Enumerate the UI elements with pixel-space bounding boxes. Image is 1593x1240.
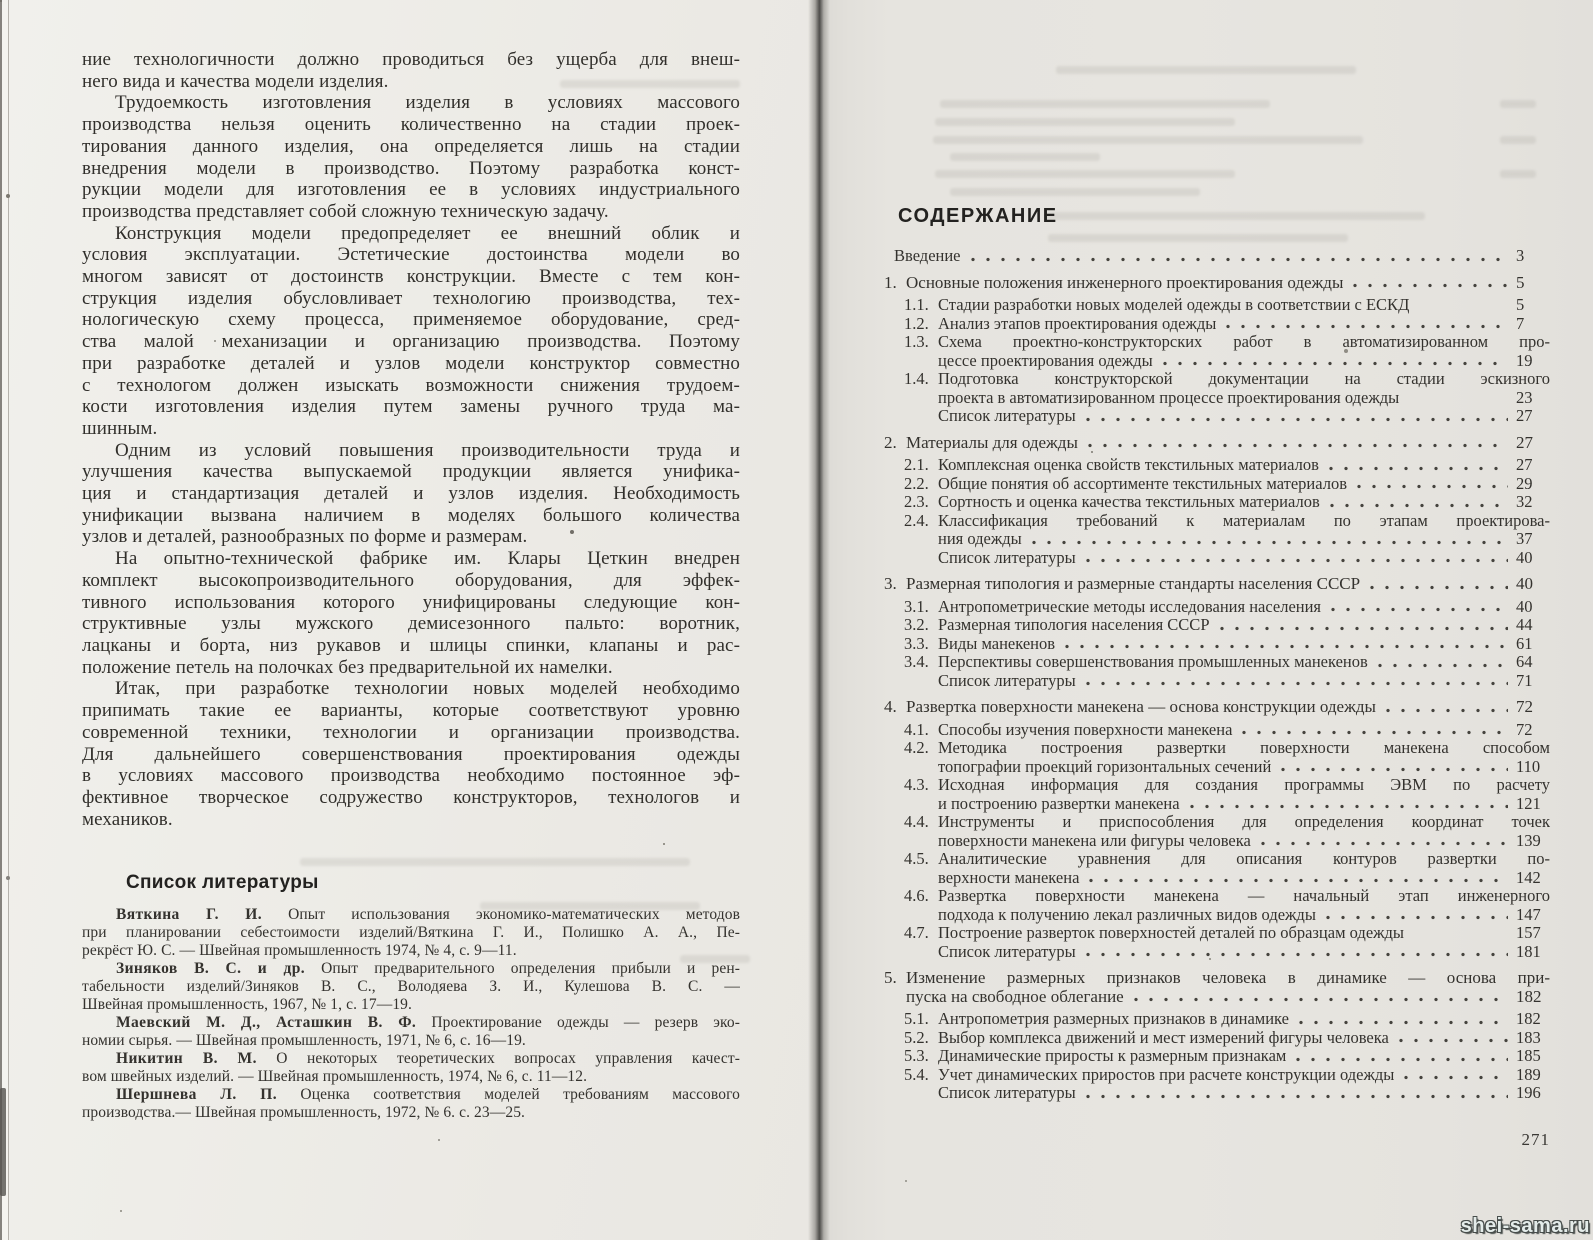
toc-entry-title: Сортность и оценка качества текстильных материалов xyxy=(938,492,1320,511)
body-line: тивного использования которого унифицированы следующие кон- xyxy=(82,591,740,613)
toc-entry-page: 5 xyxy=(1516,272,1525,292)
body-line: него вида и качества модели изделия. xyxy=(82,70,389,92)
toc-entry xyxy=(884,247,1550,266)
toc-entry-page: 196 xyxy=(1516,1083,1541,1102)
toc-line: 4.2. Методика построения развертки поверхности манекена способом xyxy=(904,738,1550,757)
toc-entry-title: верхности манекена xyxy=(938,867,1080,887)
toc-entry-number: 1.1. xyxy=(904,295,929,314)
body-line: На опытно-технической фабрике им. Клары Цеткин внедрен xyxy=(115,548,740,570)
body-line: ства малой механизации и организацию производства. Поэтому xyxy=(82,331,740,353)
bleed-through-line xyxy=(950,153,1100,161)
toc-line xyxy=(904,492,1550,512)
toc-entry-title: поверхности манекена или фигуры человека xyxy=(938,830,1251,850)
bleed-through-line xyxy=(1045,212,1425,220)
toc-entry-title: Общие понятия об ассортименте текстильных материалов xyxy=(938,473,1348,493)
toc-entry-title: Перспективы совершенствования промышленных манекенов xyxy=(938,652,1368,671)
toc-line xyxy=(884,697,1550,717)
toc-entry-page: 23 xyxy=(1516,387,1533,407)
toc-entry-page: 182 xyxy=(1516,1009,1541,1028)
dot-leader xyxy=(1419,306,1508,311)
toc-entry-page: 181 xyxy=(1516,941,1541,961)
toc-line xyxy=(904,1046,1550,1066)
body-line: Конструкция модели предопределяет ее внешний облик и xyxy=(115,222,740,244)
toc-line xyxy=(938,906,1550,925)
toc-line: 1.4. Подготовка конструкторской документации на стадии эскизного xyxy=(904,369,1550,388)
toc-entry-title: Антропометрические методы исследования населения xyxy=(938,596,1322,616)
toc-entry-page: 61 xyxy=(1516,633,1533,653)
toc-line xyxy=(938,530,1550,549)
bibliography-line: Зиняков В. С. и др. Опыт предварительного определения прибыли и рен- xyxy=(116,960,740,978)
toc-entry-title: Введение xyxy=(894,246,961,265)
bibliography-line: табельности изделий/Зиняков В. С., Володяева З. И., Кулешова В. С. — xyxy=(82,978,740,996)
toc-entry-page: 147 xyxy=(1516,904,1541,924)
toc-entry xyxy=(884,653,1550,672)
toc-entry-number: 1.4. xyxy=(904,369,929,388)
toc-entry-page: 27 xyxy=(1516,406,1533,425)
body-line: ция и стандартизация деталей и узлов изделия. Необходимость xyxy=(82,483,740,505)
bleed-through-line xyxy=(935,118,1235,126)
toc-entry-page: 44 xyxy=(1516,615,1533,634)
toc-line xyxy=(904,615,1550,635)
body-line: припимать такие ее варианты, которые соответствуют уровню xyxy=(82,700,740,722)
toc-entry-page: 40 xyxy=(1516,547,1533,567)
body-line: тирования данного изделия, она определяется лишь на стадии xyxy=(82,135,740,157)
toc-entry-title: Анализ этапов проектирования одежды xyxy=(938,313,1217,333)
dot-leader xyxy=(1242,730,1508,735)
bibliography-author: Вяткина Г. И. xyxy=(116,906,263,924)
toc-entry-page: 183 xyxy=(1516,1027,1541,1047)
toc-entry-title: Построение разверток поверхностей деталей по образцам одежды xyxy=(938,923,1405,942)
body-line: Трудоемкость изготовления изделия в условиях массового xyxy=(115,92,740,114)
dot-leader xyxy=(1353,283,1508,288)
toc-entry xyxy=(884,407,1550,426)
toc-line xyxy=(884,272,1550,293)
bibliography-line: Вяткина Г. И. Опыт использования экономико-математических методов xyxy=(116,906,740,924)
toc-entry-number: 5.2. xyxy=(904,1027,929,1047)
toc-entry-page: 40 xyxy=(1516,596,1533,616)
toc-entry xyxy=(884,616,1550,635)
body-paragraphs xyxy=(82,49,740,830)
toc-entry-page: 157 xyxy=(1516,923,1541,942)
toc-entry xyxy=(884,672,1550,691)
body-line: Одним из условий повышения производительности труда и xyxy=(115,439,740,461)
toc-entry-page: 142 xyxy=(1516,867,1541,887)
bibliography-line: номии сырья. — Швейная промышленность, 1971, № 6, с. 16—19. xyxy=(82,1032,526,1050)
left-page-text-column xyxy=(82,49,740,1122)
toc-entry-page: 7 xyxy=(1516,313,1525,333)
bibliography-author: Шершнева Л. П. xyxy=(116,1086,278,1104)
toc-line: 4.6. Развертка поверхности манекена — начальный этап инженерного xyxy=(904,886,1550,905)
bibliography-heading: Список литературы xyxy=(126,872,319,894)
toc-line xyxy=(938,389,1550,408)
toc-entry-number: 4.5. xyxy=(904,849,929,868)
bleed-through-line xyxy=(950,188,1200,196)
toc-entry-title: Список литературы xyxy=(938,941,1076,961)
dot-leader xyxy=(1409,398,1508,403)
toc-line xyxy=(938,1084,1550,1103)
dot-leader xyxy=(1226,324,1508,329)
toc-entry-title: Виды манекенов xyxy=(938,633,1056,653)
toc-entry xyxy=(884,370,1550,407)
bibliography-author: Никитин В. М. xyxy=(116,1050,257,1068)
toc-entry-number: 2.3. xyxy=(904,492,929,511)
body-line: с технологом должен изыскать возможности снижения трудоем- xyxy=(82,374,740,396)
toc-line xyxy=(938,758,1550,777)
toc-line xyxy=(904,1064,1550,1085)
toc-entry xyxy=(884,969,1550,1006)
body-line: струкция изделия обусловливает технологию производства, тех- xyxy=(82,287,740,309)
body-line: нологическую схему процесса, применяемое оборудование, сред- xyxy=(82,309,740,331)
dot-leader xyxy=(1330,503,1508,508)
toc-entry xyxy=(884,1029,1550,1048)
toc-entry xyxy=(884,434,1550,453)
toc-entry xyxy=(884,776,1550,813)
bibliography-line: рекрёст Ю. С. — Швейная промышленность 1974, № 4, с. 9—11. xyxy=(82,942,517,960)
toc-line: 4.4. Инструменты и приспособления для определения координат точек xyxy=(904,812,1550,831)
bibliography-line: Маевский М. Д., Асташкин В. Ф. Проектирование одежды — резерв эко- xyxy=(116,1014,740,1032)
toc-entry-number: 5. xyxy=(884,968,897,987)
toc-entry-title: Стадии разработки новых моделей одежды в соответствии с ЕСКД xyxy=(938,295,1410,314)
bibliography-line: вом швейных изделий. — Швейная промышленность, 1974, № 6, с. 11—12. xyxy=(82,1068,588,1086)
toc-entry-number: 4.2. xyxy=(904,738,929,757)
toc-entry-title: Динамические приросты к размерным признакам xyxy=(938,1046,1287,1065)
toc-line xyxy=(884,432,1550,453)
toc-entry-page: 189 xyxy=(1516,1064,1541,1084)
toc-entry xyxy=(884,1047,1550,1066)
toc-entry xyxy=(884,598,1550,617)
dot-leader xyxy=(1089,878,1508,883)
toc-entry xyxy=(884,575,1550,594)
toc-line xyxy=(904,313,1550,334)
bleed-through-line xyxy=(940,100,1270,108)
body-line: современной техники, технологии и организации производства. xyxy=(82,721,740,743)
dot-leader xyxy=(1378,663,1508,668)
book-gutter-shadow xyxy=(808,0,830,1240)
dot-leader xyxy=(1086,1094,1508,1099)
dot-leader xyxy=(1220,626,1509,631)
toc-line xyxy=(938,869,1550,888)
toc-entry-title: Выбор комплекса движений и мест измерений фигуры человека xyxy=(938,1027,1389,1047)
toc-entry xyxy=(884,1066,1550,1085)
body-line: производства нельзя оценить количественно на стадии проек- xyxy=(82,114,740,136)
toc-entry-title: пуска на свободное облегание xyxy=(906,986,1124,1006)
toc-entry-title: и построению развертки манекена xyxy=(938,793,1180,813)
toc-entry-number: 4.3. xyxy=(904,775,929,794)
scan-left-edge xyxy=(0,0,9,1240)
body-line: унификации вызвана наличием в моделях большого количества xyxy=(82,504,740,526)
toc-entry-page: 72 xyxy=(1516,697,1533,716)
dot-leader xyxy=(1261,841,1508,846)
bleed-through-line xyxy=(935,170,1235,178)
toc-entry xyxy=(884,721,1550,740)
toc-entry-title: подхода к получению лекал различных видов одежды xyxy=(938,904,1316,924)
toc-entry xyxy=(884,1010,1550,1029)
toc-entry xyxy=(884,475,1550,494)
dot-leader xyxy=(1086,417,1508,422)
toc-entry-number: 3.3. xyxy=(904,633,929,653)
toc-line: 4.5. Аналитические уравнения для описания контуров развертки по- xyxy=(904,849,1550,868)
toc-line xyxy=(904,1009,1550,1029)
toc-entry-number: 1.3. xyxy=(904,332,929,351)
toc-entry-number: 5.1. xyxy=(904,1009,929,1028)
toc-entry-page: 139 xyxy=(1516,830,1541,850)
body-line: Итак, при разработке технологии новых моделей необходимо xyxy=(115,678,740,700)
toc-entry-page: 182 xyxy=(1516,986,1542,1006)
dot-leader xyxy=(1065,644,1508,649)
dot-leader xyxy=(1299,1020,1508,1025)
toc-entry xyxy=(884,850,1550,887)
toc-entry-page: 72 xyxy=(1516,719,1533,739)
toc-entry xyxy=(884,943,1550,962)
bleed-through-line xyxy=(1500,100,1536,108)
dot-leader xyxy=(1190,804,1508,809)
bibliography-line: производства.— Швейная промышленность, 1972, № 6. с. 23—25. xyxy=(82,1104,526,1122)
toc-entry-page: 40 xyxy=(1516,574,1533,593)
dot-leader xyxy=(1404,1075,1508,1080)
toc-entry xyxy=(884,549,1550,568)
toc-entry-page: 71 xyxy=(1516,670,1533,690)
toc-entry-title: Комплексная оценка свойств текстильных материалов xyxy=(938,455,1319,474)
toc-entry-number: 4. xyxy=(884,697,897,716)
body-line: механиков. xyxy=(82,808,173,830)
body-line: фективное творческое содружество конструкторов, технологов и xyxy=(82,786,740,808)
toc-entry-page: 185 xyxy=(1516,1046,1541,1065)
body-line: в условиях массового производства необходимо постоянное эф- xyxy=(82,765,740,787)
toc-line xyxy=(904,596,1550,617)
toc-entry xyxy=(884,493,1550,512)
scan-edge-shadow xyxy=(0,1088,6,1196)
toc-line xyxy=(904,923,1550,943)
toc-entry-page: 5 xyxy=(1516,295,1525,314)
toc-entry xyxy=(884,315,1550,334)
bleed-through-line xyxy=(1056,66,1356,74)
toc-entry-page: 110 xyxy=(1516,756,1541,776)
toc-entry-number: 4.1. xyxy=(904,719,929,739)
site-watermark: shei-sama.ru xyxy=(1460,1215,1590,1237)
toc-entry-number: 4.6. xyxy=(904,886,929,905)
toc-line: 2.4. Классификация требований к материалам по этапам проектирова- xyxy=(904,510,1550,530)
toc-entry-title: Материалы для одежды xyxy=(906,432,1078,452)
dot-leader xyxy=(1086,558,1508,563)
bleed-through-line xyxy=(1048,234,1348,242)
body-line: Для дальнейшего совершенствования проектирования одежды xyxy=(82,743,740,765)
toc-line xyxy=(904,1027,1550,1048)
toc-entry-number: 2.2. xyxy=(904,473,929,493)
page-number: 271 xyxy=(1521,1130,1550,1149)
toc-entry-number: 3. xyxy=(884,574,897,593)
body-line: ние технологичности должно проводиться без ущерба для внеш- xyxy=(82,49,740,70)
toc-line xyxy=(904,652,1550,672)
toc-line xyxy=(938,549,1550,568)
toc-line: 5. Изменение размерных признаков человека в динамике — основа при- xyxy=(884,968,1550,987)
toc-entry-title: Список литературы xyxy=(938,406,1076,425)
toc-entry-number: 3.1. xyxy=(904,596,929,616)
body-line: при разработке деталей и узлов модели конструктор совместно xyxy=(82,352,740,374)
toc-line xyxy=(938,943,1550,962)
bibliography-line: Швейная промышленность, 1967, № 1, с. 17—19. xyxy=(82,996,413,1014)
toc-line xyxy=(938,832,1550,851)
toc-header: СОДЕРЖАНИЕ xyxy=(898,205,1058,227)
toc-entry-page: 3 xyxy=(1516,246,1525,265)
dot-leader xyxy=(1386,708,1508,713)
body-line: внедрения модели в производство. Поэтому разработка конст- xyxy=(82,157,740,179)
toc-entry-title: Список литературы xyxy=(938,670,1076,690)
bleed-through-line xyxy=(1500,136,1536,144)
dot-leader xyxy=(1357,484,1508,489)
body-line: лацканы и борта, низ рукавов и шлицы спинки, клапаны и рас- xyxy=(82,634,740,656)
toc-entry xyxy=(884,456,1550,475)
toc-entry-title: Развертка поверхности манекена — основа конструкции одежды xyxy=(906,697,1376,716)
toc-line xyxy=(938,352,1550,371)
toc-entry xyxy=(884,296,1550,315)
toc-entry-number: 2.1. xyxy=(904,455,929,474)
toc-line xyxy=(904,455,1550,475)
bleed-through-line xyxy=(933,136,1363,144)
toc-line xyxy=(906,988,1550,1007)
bleed-through-line xyxy=(1500,170,1536,178)
dot-leader xyxy=(1326,915,1508,920)
toc-line xyxy=(904,473,1550,494)
toc-line xyxy=(938,672,1550,691)
body-line: шинным. xyxy=(82,417,158,439)
toc-entry-title: проекта в автоматизированном процессе проектирования одежды xyxy=(938,387,1400,407)
toc-entry xyxy=(884,512,1550,549)
toc-line: 4.3. Исходная информация для создания программы ЭВМ по расчету xyxy=(904,775,1550,794)
toc-entry-page: 121 xyxy=(1516,793,1541,813)
toc-entry-page: 19 xyxy=(1516,350,1533,370)
toc-entry-title: топографии проекций горизонтальных сечений xyxy=(938,756,1272,776)
toc-line xyxy=(904,633,1550,654)
toc-entry xyxy=(884,813,1550,850)
toc-entry-title: ния одежды xyxy=(938,529,1022,548)
dot-leader xyxy=(1163,361,1508,366)
toc-line: 1.3. Схема проектно-конструкторских работ в автоматизированном про- xyxy=(904,332,1550,351)
dot-leader xyxy=(1399,1038,1508,1043)
toc-entry xyxy=(884,1084,1550,1103)
dot-leader xyxy=(1414,934,1508,939)
dot-leader xyxy=(1134,997,1508,1002)
dot-leader xyxy=(1296,1057,1508,1062)
bibliography-author: Маевский М. Д., Асташкин В. Ф. xyxy=(116,1014,417,1032)
toc-entry xyxy=(884,698,1550,717)
toc-entry-number: 3.4. xyxy=(904,652,929,671)
body-line: производства представляет собой сложную техническую задачу. xyxy=(82,200,609,222)
toc-entry xyxy=(884,635,1550,654)
toc-entry-page: 64 xyxy=(1516,652,1533,671)
dot-leader xyxy=(1329,466,1508,471)
toc-entry-title: Список литературы xyxy=(938,547,1076,567)
bibliography-line: при планировании себестоимости изделий/Вяткина Г. И., Полишко А. А., Пе- xyxy=(82,924,740,942)
dot-leader xyxy=(1086,952,1508,957)
bibliography-line: Никитин В. М. О некоторых теоретических вопросах управления качест- xyxy=(116,1050,740,1068)
toc-entry-number: 4.7. xyxy=(904,923,929,942)
body-line: улучшения качества выпускаемой продукции является унифика- xyxy=(82,461,740,483)
toc-entry xyxy=(884,274,1550,293)
body-line: рукции модели для изготовления ее в условиях индустриального xyxy=(82,179,740,201)
toc-list xyxy=(884,247,1550,1103)
paper-specks xyxy=(0,0,2,2)
toc-entry xyxy=(884,887,1550,924)
body-line: узлов и деталей, разнообразных по форме и размерам. xyxy=(82,526,528,548)
bibliography-list xyxy=(82,906,740,1122)
toc-entry-page: 29 xyxy=(1516,473,1533,493)
dot-leader xyxy=(1281,767,1508,772)
toc-entry-number: 1. xyxy=(884,272,897,292)
dot-leader xyxy=(1088,443,1508,448)
toc-entry xyxy=(884,924,1550,943)
toc-entry-title: Размерная типология населения СССР xyxy=(938,615,1210,634)
toc-entry-title: Антропометрия размерных признаков в динамике xyxy=(938,1009,1289,1028)
toc-entry-page: 37 xyxy=(1516,529,1533,548)
toc-line xyxy=(894,247,1550,266)
body-line: структивные узлы мужского демисезонного пальто: воротник, xyxy=(82,613,740,635)
dot-leader xyxy=(1331,607,1508,612)
toc-entry-title: цессе проектирования одежды xyxy=(938,350,1153,370)
toc-line xyxy=(938,795,1550,814)
bibliography-author: Зиняков В. С. и др. xyxy=(116,960,305,978)
dot-leader xyxy=(1032,540,1508,545)
toc-entry-page: 32 xyxy=(1516,492,1533,511)
toc-entry-number: 5.4. xyxy=(904,1064,929,1084)
toc-entry-number: 2.4. xyxy=(904,510,929,530)
toc-entry xyxy=(884,739,1550,776)
body-line: многом зависят от достоинств конструкции. Вместе с тем кон- xyxy=(82,266,740,288)
dot-leader xyxy=(1086,681,1508,686)
toc-entry-title: Способы изучения поверхности манекена xyxy=(938,719,1233,739)
dot-leader xyxy=(971,257,1508,262)
body-line: кости изготовления изделия путем замены ручного труда ма- xyxy=(82,396,740,418)
toc-line xyxy=(884,574,1550,594)
toc-entry-page: 27 xyxy=(1516,432,1533,452)
toc-entry-number: 3.2. xyxy=(904,615,929,634)
toc-line xyxy=(904,719,1550,740)
body-line: условия эксплуатации. Эстетические достоинства модели во xyxy=(82,244,740,266)
dot-leader xyxy=(1370,585,1508,590)
toc-entry-title: Размерная типология и размерные стандарты населения СССР xyxy=(906,574,1361,593)
toc-entry-title: Учет динамических приростов при расчете конструкции одежды xyxy=(938,1064,1395,1084)
toc-entry xyxy=(884,333,1550,370)
toc-entry-number: 5.3. xyxy=(904,1046,929,1065)
toc-line xyxy=(904,295,1550,315)
toc-entry-number: 2. xyxy=(884,432,897,452)
body-line: комплект высокопроизводительного оборудования, для эффек- xyxy=(82,569,740,591)
bibliography-line: Шершнева Л. П. Оценка соответствия моделей требованиям массового xyxy=(116,1086,740,1104)
toc-entry-number: 4.4. xyxy=(904,812,929,831)
toc-entry-number: 1.2. xyxy=(904,313,929,333)
toc-entry-title: Список литературы xyxy=(938,1083,1076,1102)
toc-line xyxy=(938,407,1550,426)
toc-entry-title: Основные положения инженерного проектирования одежды xyxy=(906,272,1344,292)
toc-entry-page: 27 xyxy=(1516,455,1533,474)
body-line: положение петель на полочках без предварительной их намелки. xyxy=(82,656,613,678)
